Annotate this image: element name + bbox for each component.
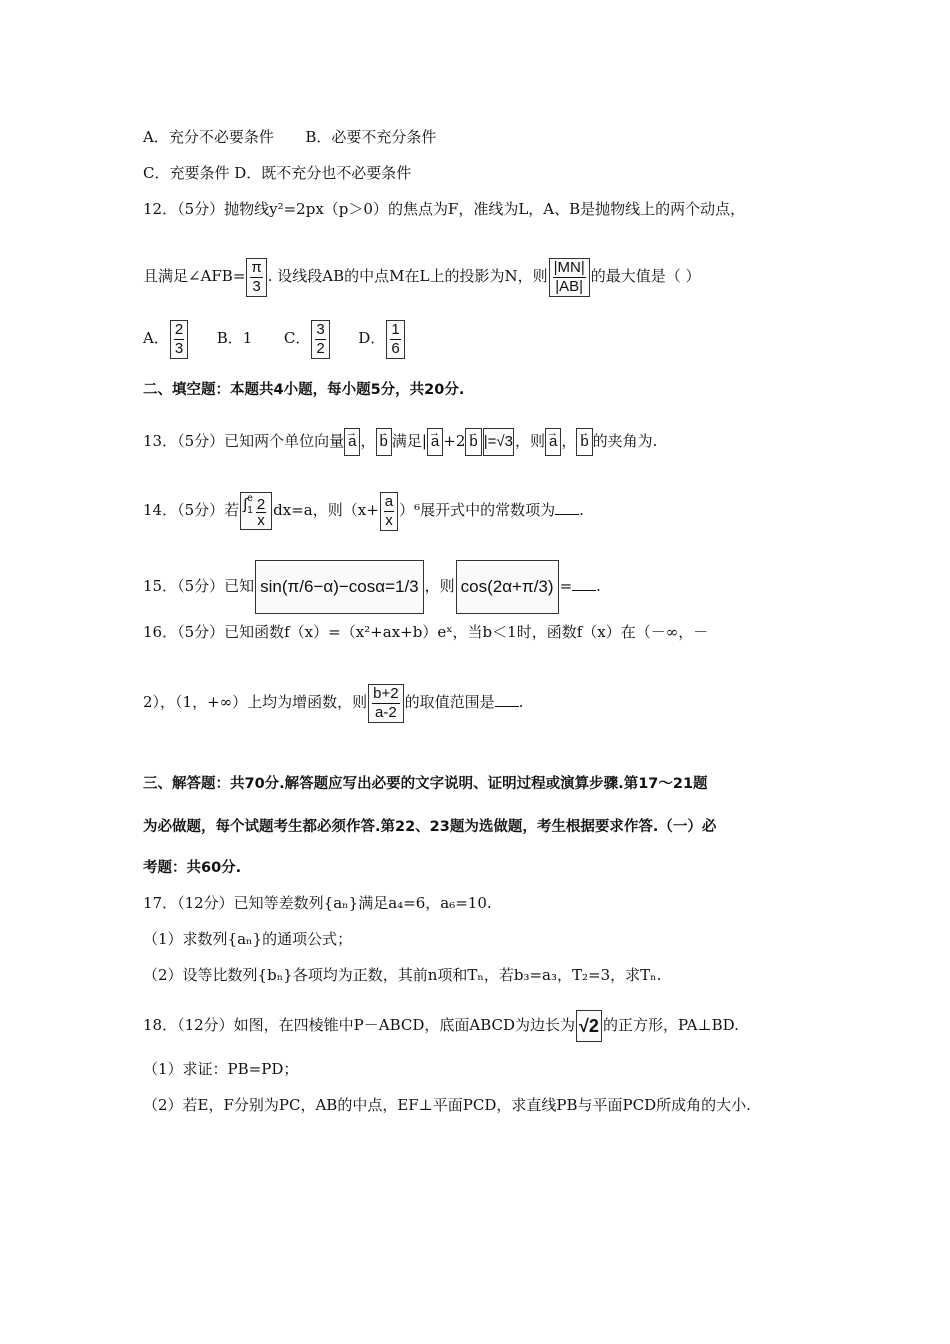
section2-heading: 二、填空题：本题共4小题，每小题5分，共20分. (143, 382, 465, 398)
q12-ratio-num: |MN| (553, 258, 585, 276)
q13-eq-value: |=√3 (483, 428, 514, 456)
q11-options-row1 (143, 127, 436, 147)
q16-line2: 2），（1，+∞）上均为增函数，则 $\frac{b+2}{a-2}$ 的取值范围是 . (143, 684, 524, 721)
q12-angle-den: 3 (252, 277, 261, 295)
q14-text-mid: dx=a，则（x+ (273, 501, 379, 519)
q15-text-mid: ，则 (424, 577, 455, 595)
q13-vector-b2: → b (465, 428, 481, 456)
q12-option-a: A． $\frac{2}{3}$ (143, 329, 189, 347)
q18-line3: （2）若E，F分别为PC，AB的中点，EF⊥平面PCD，求直线PB与平面PCD所成角的大小. (143, 1096, 751, 1114)
q16-blank (495, 694, 519, 707)
q12-text-a: 且满足∠AFB= (143, 267, 246, 285)
q16-text-b: 的取值范围是 (404, 693, 495, 711)
q13-vector-b: → b (376, 428, 392, 456)
q13-line: 13．（5分）已知两个单位向量→ a ，→ b 满足|→ a +2→ b |=√3 ，则→ a ，→ b 的夹角为. (143, 428, 657, 454)
q12-ratio-den: |AB| (555, 277, 584, 295)
q18-text-a: 18．（12分）如图，在四棱锥中P－ABCD，底面ABCD为边长为 (143, 1016, 576, 1034)
section3-line2: 为必做题，每个试题考生都必须作答.第22、23题为选做题，考生根据要求作答.（一）必 (143, 819, 717, 835)
q16-text-a: 2），（1，+∞）上均为增函数，则 (143, 693, 368, 711)
q12-option-c: C． $\frac{3}{2}$ (284, 329, 331, 347)
q15-text-end: = (559, 577, 573, 595)
q12-line1: 12．（5分）抛物线y²=2px（p＞0）的焦点为F，准线为L，A、B是抛物线上的两个动点， (143, 200, 746, 218)
q18-text-b: 的正方形，PA⊥BD. (602, 1016, 739, 1034)
q17-line3: （2）设等比数列{bₙ}各项均为正数，其前n项和Tₙ，若b₃=a₃，T₂=3，求Tₙ. (143, 966, 662, 984)
q12-option-b: B．1 (216, 329, 253, 347)
q12-options (143, 316, 406, 360)
q14-blank (555, 502, 579, 515)
q15-line: 15．（5分）已知 sin(π/6−α)−cosα=1/3 ，则 cos(2α+π/3) = . (143, 560, 601, 608)
section3-line3: 考题：共60分. (143, 860, 242, 876)
section3-line1: 三、解答题：共70分.解答题应写出必要的文字说明、证明过程或演算步骤.第17～21题 (143, 776, 708, 792)
q15-blank (572, 578, 596, 591)
q15-equation2: cos(2α+π/3) (456, 560, 559, 614)
q13-vector-a3: → a (545, 428, 561, 456)
q13-vector-b3: → b (576, 428, 592, 456)
q13-text-end1: ，则 (514, 432, 545, 450)
q13-vector-a2: → a (427, 428, 443, 456)
q11-option-a: A．充分不必要条件 (143, 128, 274, 146)
q18-line2: （1）求证：PB=PD； (143, 1060, 299, 1078)
q17-line1: 17．（12分）已知等差数列{aₙ}满足a₄=6，a₆=10. (143, 894, 492, 912)
q12-ratio-fraction (549, 258, 590, 297)
q16-fraction: $\frac{b+2}{a-2}$ (368, 684, 403, 723)
q14-integral: ∫ e 1 $\frac{2}{x}$ (240, 492, 272, 530)
q12-line2 (143, 256, 701, 296)
q12-angle-fraction (246, 258, 266, 297)
q15-text-pre: 15．（5分）已知 (143, 577, 255, 595)
q14-fraction: $\frac{a}{x}$ (380, 492, 398, 531)
q13-vector-a: → a (344, 428, 360, 456)
q11-options-row2 (143, 163, 411, 183)
q16-line1: 16．（5分）已知函数f（x）=（x²+ax+b）eˣ，当b＜1时，函数f（x）在（－∞，－ (143, 623, 709, 641)
q12-option-d: D． $\frac{1}{6}$ (358, 329, 405, 347)
q18-sqrt: √2 (576, 1010, 602, 1042)
q12-text-c: 的最大值是（ ） (590, 267, 701, 285)
q18-line1 (143, 1010, 739, 1040)
q15-equation1: sin(π/6−α)−cosα=1/3 (255, 560, 424, 614)
q11-option-d: D．既不充分也不必要条件 (234, 164, 412, 182)
q12-text-b: . 设线段AB的中点M在L上的投影为N，则 (267, 267, 548, 285)
q13-text-mid: 满足| (391, 432, 427, 450)
q14-line: 14．（5分）若 ∫ e 1 $\frac{2}{x}$ dx=a，则（x+ $\frac{a}{x}$ ）⁶展开式中的常数项为 . (143, 492, 584, 530)
q14-text-end: ）⁶展开式中的常数项为 (399, 501, 556, 519)
q13-text-pre: 13．（5分）已知两个单位向量 (143, 432, 345, 450)
q12-angle-num: π (251, 258, 262, 276)
q11-option-b: B．必要不充分条件 (305, 128, 437, 146)
q11-option-c: C．充要条件 (143, 164, 230, 182)
q14-text-pre: 14．（5分）若 (143, 501, 240, 519)
q17-line2: （1）求数列{aₙ}的通项公式； (143, 930, 353, 948)
q13-text-end2: 的夹角为. (592, 432, 658, 450)
q13-expr: +2 (443, 432, 466, 450)
